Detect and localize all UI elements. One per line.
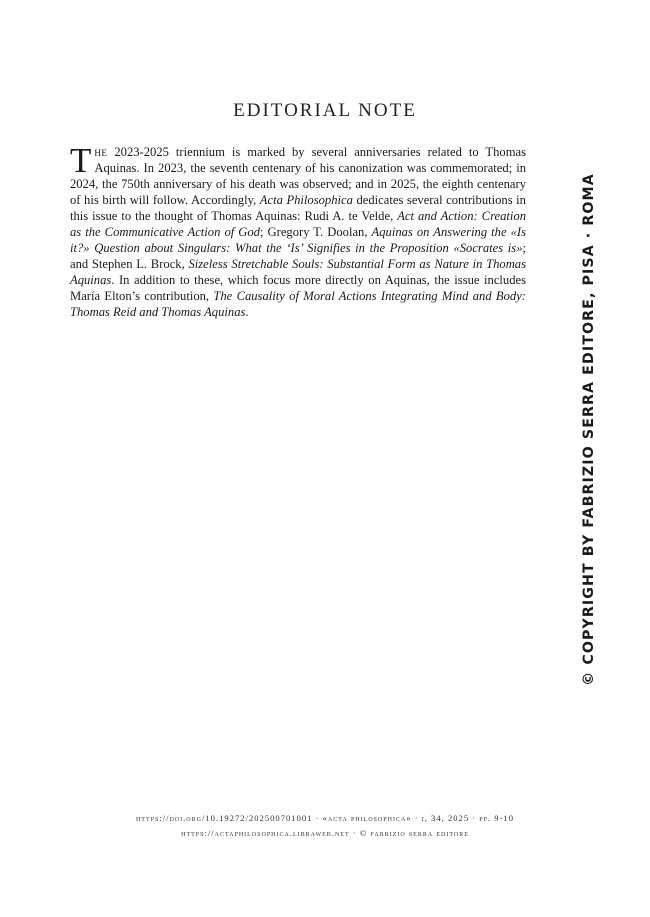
body-text-2: dedicates several contributions in this issue to the thought of Thomas Aquinas: Rudi A. te Velde, (70, 193, 526, 223)
lead-smallcaps: he (94, 145, 108, 159)
article-title-4: The Causality of Moral Actions Integrating Mind and Body: Thomas Reid and Thomas Aquinas (70, 289, 526, 319)
article-title-3: Sizeless Stretchable Souls: Substantial Form as Nature in Thomas Aquinas (70, 257, 526, 287)
article-body (70, 141, 526, 320)
footer-publisher-line: https://actaphilosophica.libraweb.net · © fabrizio serra editore (181, 828, 469, 838)
footer-doi-line: https://doi.org/10.19272/202500701001 · «acta philosophica» · i, 34, 2025 · pp. 9-10 (135, 813, 515, 823)
drop-cap: T (70, 141, 92, 180)
body-text-3: ; Gregory T. Doolan, (259, 225, 372, 239)
journal-name: Acta Philosophica (259, 193, 353, 207)
article-title-1: Act and Action: Creation as the Communicative Action of God (70, 209, 526, 239)
body-text-5: . In addition to these, which focus more directly on Aquinas, the issue includes María Elton’s contribution, (70, 273, 526, 303)
body-text-4: ; and Stephen L. Brock, (70, 241, 526, 271)
body-text-6: . (245, 305, 249, 319)
copyright-notice: © COPYRIGHT BY FABRIZIO SERRA EDITORE, PISA · ROMA (581, 173, 597, 686)
body-text-1: 2023-2025 triennium is marked by several anniversaries related to Thomas Aquinas. In 2023, the seventh centenary of his canonization was commemorated; in 2024, the 750th anniversary of his death was observed; and in 2025, the eighth centenary of his birth will follow. Accordingly, (70, 145, 526, 207)
article-title-2: Aquinas on Answering the «Is it?» Question about Singulars: What the ‘Is’ Signifies in the Proposition «Socrates is» (70, 225, 526, 255)
page-title: EDITORIAL NOTE (233, 100, 417, 121)
